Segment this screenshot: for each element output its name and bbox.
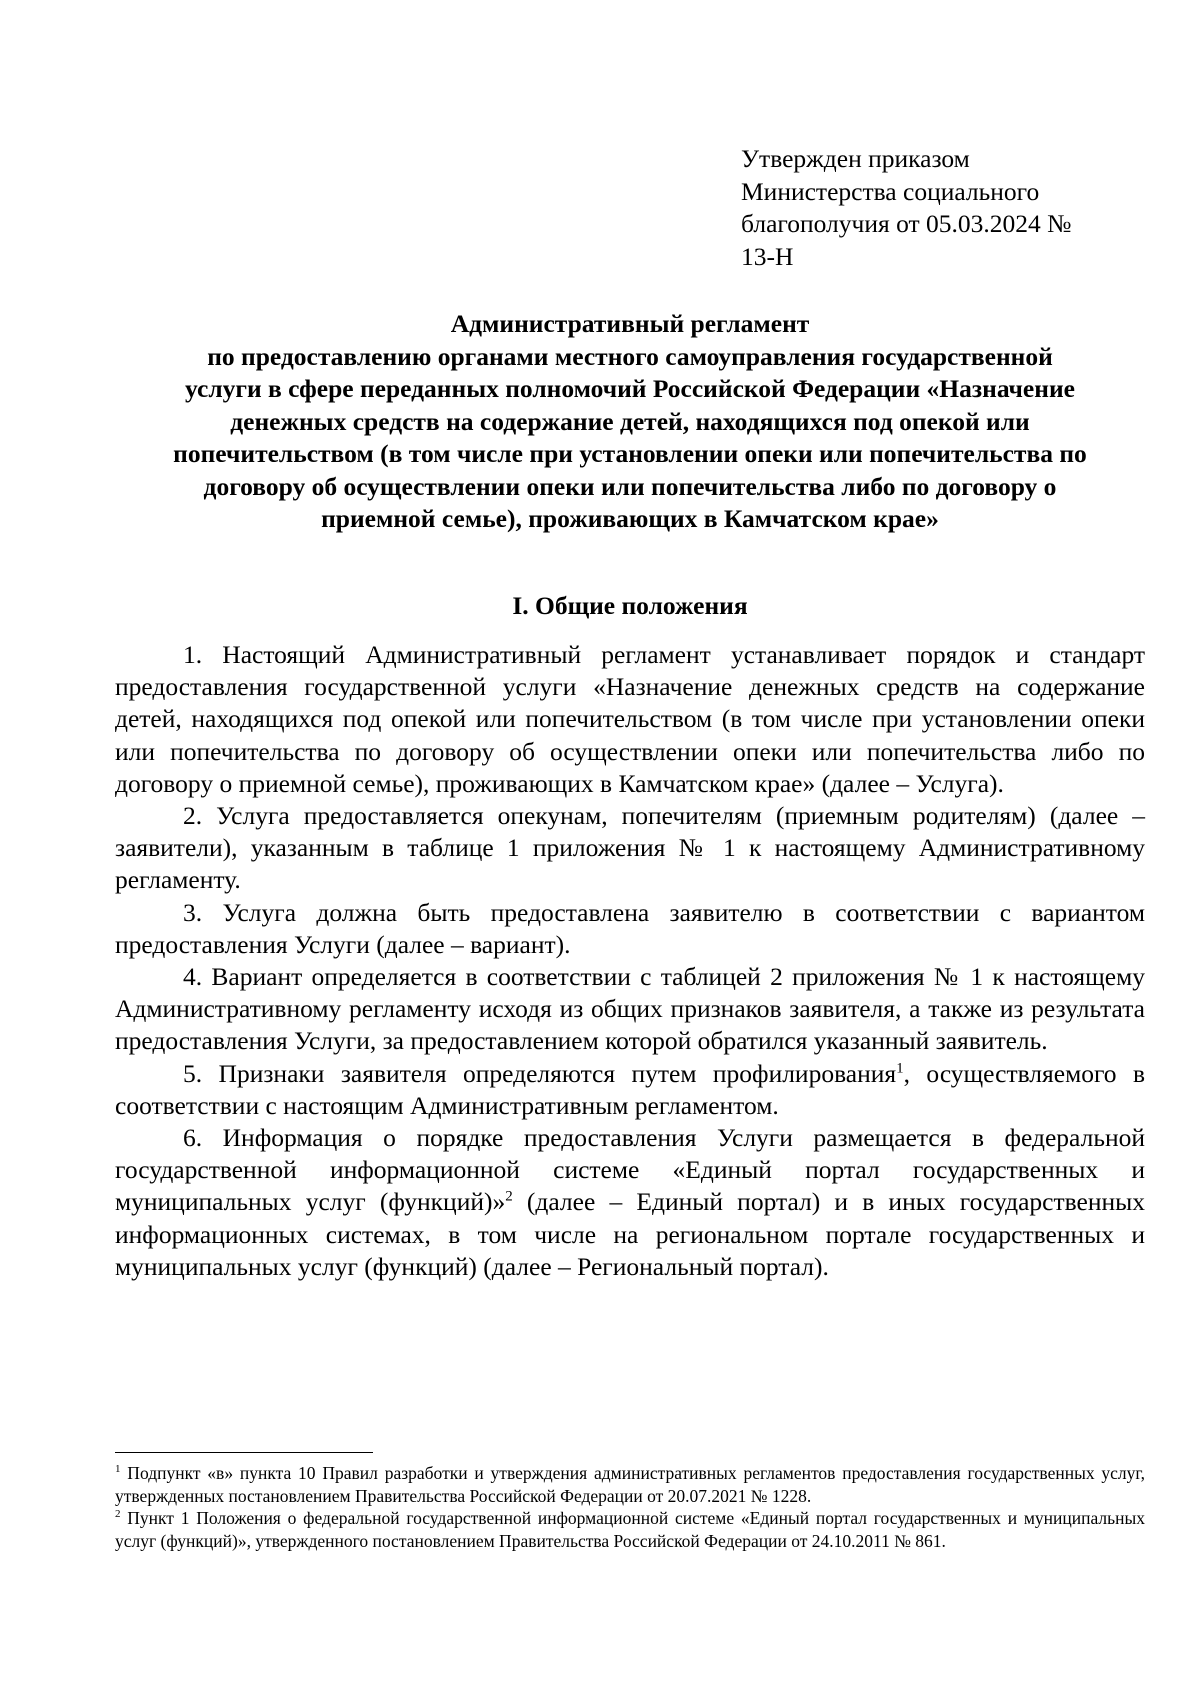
footnote-text: Пункт 1 Положения о федеральной государственной информационной системе «Единый портал государственных и муниципальных услуг (функций)», утвержденного постановлением Правительства Российской Федерации от 24.10.2011 № 861. (115, 1508, 1145, 1551)
section-heading: I. Общие положения (512, 591, 748, 620)
document-body (115, 639, 1145, 1283)
approval-line: благополучия от 05.03.2024 № (741, 209, 1072, 238)
document-title (115, 308, 1145, 536)
title-line: приемной семье), проживающих в Камчатском крае» (321, 504, 939, 533)
approval-line: 13-Н (741, 241, 794, 271)
title-line: договору об осуществлении опеки или попечительства либо по договору о (203, 471, 1057, 501)
footnotes (115, 1462, 1145, 1552)
title-line: по предоставлению органами местного самоуправления государственной (207, 341, 1053, 371)
footnote-2 (115, 1507, 1145, 1552)
paragraph-3: 3. Услуга должна быть предоставлена заявителю в соответствии с вариантом предоставления Услуги (далее – вариант). (115, 897, 1145, 959)
paragraph-5-text-end: , осуществляемого в соответствии с настоящим Административным регламентом. (115, 1058, 1145, 1120)
footnote-text: Подпункт «в» пункта 10 Правил разработки и утверждения административных регламентов предоставления государственных услуг, утвержденных постановлением Правительства Российской Федерации от 20.07.2021 № 1228. (115, 1463, 1145, 1506)
approval-line: Утвержден приказом (741, 144, 970, 173)
approval-stamp (741, 143, 1141, 273)
footnote-ref-2[interactable]: 2 (505, 1188, 513, 1205)
footnote-separator (115, 1452, 373, 1453)
title-line: попечительством (в том числе при установлении опеки или попечительства по (173, 439, 1087, 468)
footnote-1 (115, 1462, 1145, 1507)
approval-line: Министерства социального (741, 176, 1040, 206)
title-line: денежных средств на содержание детей, находящихся под опекой или (230, 406, 1030, 436)
paragraph-6-text: 6. Информация о порядке предоставления Услуги размещается в федеральной государственной информационной системе «Единый портал государственных и муниципальных услуг (функций)» (115, 1123, 1145, 1217)
footnote-mark: 2 (115, 1508, 121, 1521)
title-line: услуги в сфере переданных полномочий Российской Федерации «Назначение (185, 374, 1075, 403)
paragraph-6 (115, 1122, 1145, 1283)
paragraph-6-text-end: (далее – Единый портал) и в иных государственных информационных системах, в том числе на региональном портале государственных и муниципальных услуг (функций) (далее – Региональный портал). (115, 1187, 1145, 1281)
footnote-mark: 1 (115, 1463, 121, 1476)
paragraph-5-text: 5. Признаки заявителя определяются путем профилирования (183, 1058, 897, 1088)
paragraph-5 (115, 1058, 1145, 1122)
paragraph-1: 1. Настоящий Административный регламент устанавливает порядок и стандарт предоставления государственной услуги «Назначение денежных средств на содержание детей, находящихся под опекой или попечительством (в том числе при установлении опеки или попечительства по договору об осуществлении опеки или попечительства либо по договору о приемной семье), проживающих в Камчатском крае» (далее – Услуга). (115, 640, 1145, 798)
footnote-ref-1[interactable]: 1 (896, 1060, 904, 1077)
paragraph-4: 4. Вариант определяется в соответствии с таблицей 2 приложения № 1 к настоящему Административному регламенту исходя из общих признаков заявителя, а также из результата предоставления Услуги, за предоставлением которой обратился указанный заявитель. (115, 962, 1145, 1056)
title-line: Административный регламент (450, 309, 810, 338)
paragraph-2: 2. Услуга предоставляется опекунам, попечителям (приемным родителям) (далее – заявители), указанным в таблице 1 приложения № 1 к настоящему Административному регламенту. (115, 801, 1145, 895)
